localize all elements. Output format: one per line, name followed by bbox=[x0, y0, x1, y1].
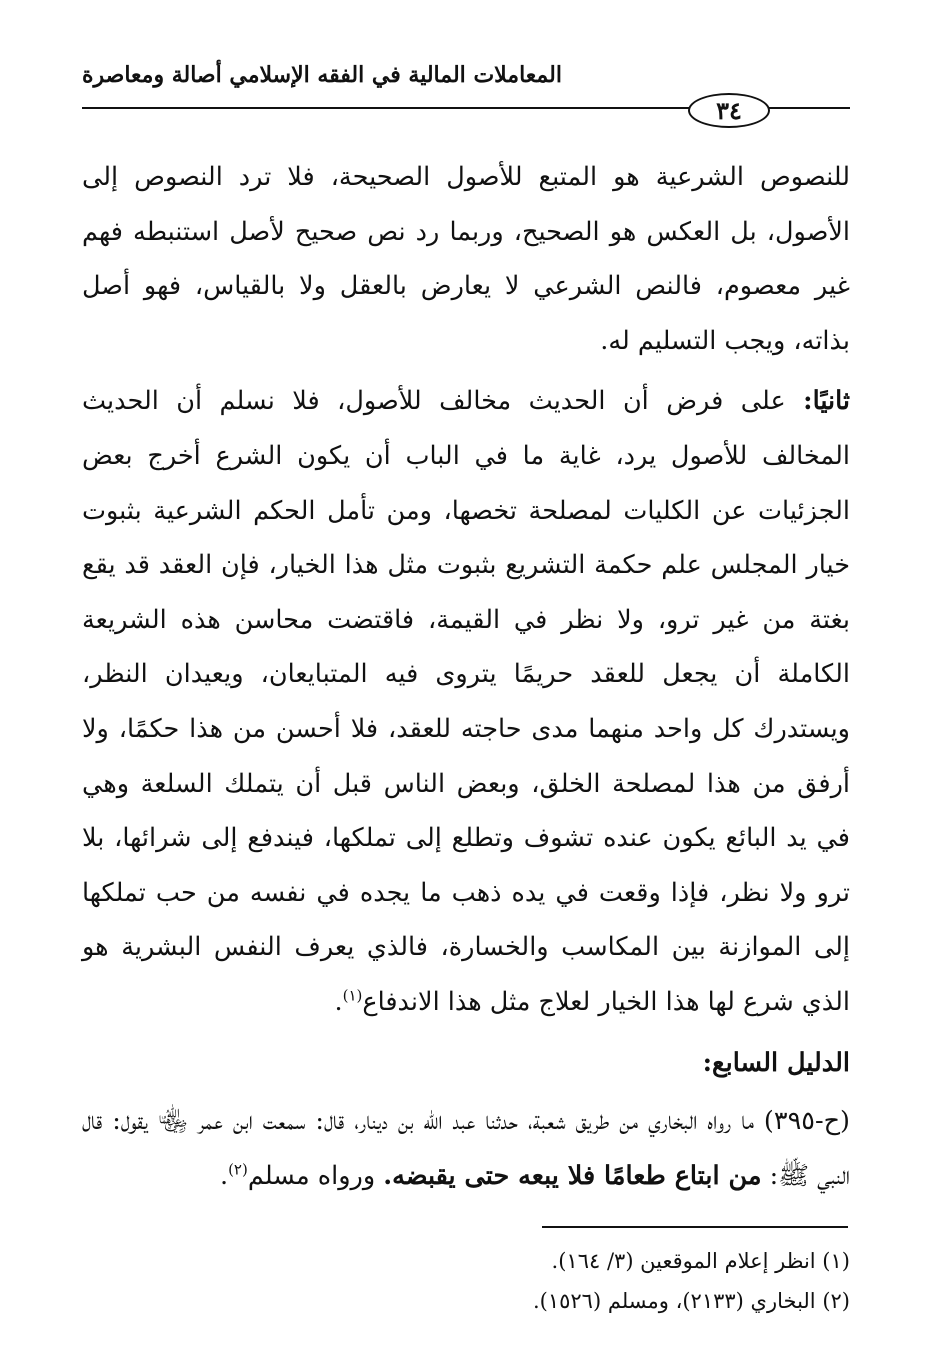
paragraph-2-end: . bbox=[334, 986, 343, 1017]
footnote-1: (١) انظر إعلام الموقعين (٣/ ١٦٤). bbox=[551, 1249, 850, 1273]
body-text bbox=[82, 150, 850, 1203]
footnote-2: (٢) البخاري (٢١٣٣)، ومسلم (١٥٢٦). bbox=[532, 1289, 850, 1313]
page-number: ٣٤ bbox=[688, 93, 770, 128]
paragraph-2-label: ثانيًا: bbox=[803, 386, 850, 417]
footnote-ref-2: (٢) bbox=[228, 1160, 248, 1179]
paragraph-2-text: على فرض أن الحديث مخالف للأصول، فلا نسلم أن الحديث المخالف للأصول يرد، غاية ما في الباب أن يكون الشرع أخرج بعض الجزئيات عن الكليات لمصلحة تخصها، ومن تأمل الحكم الشرعية بثبوت خيار المجلس علم حكمة التشريع بثبوت مثل هذا الخيار، فإن العقد قد يقع بغتة من غير ترو، ولا نظر في القيمة، فاقتضت محاسن هذه الشريعة الكاملة أن يجعل للعقد حريمًا يتروى فيه المتبايعان، ويعيدان النظر، ويستدرك كل واحد منهما مدى حاجته للعقد، فلا أحسن من هذا حكمًا، ولا أرفق من هذا لمصلحة الخلق، وبعض الناس قبل أن يتملك السلعة وهي في يد البائع يكون عنده تشوف وتطلع إلى تملكها، فيندفع إلى شرائها، بلا ترو ولا نظر، فإذا وقعت في يده ذهب ما يجده في نفسه من حب تملكها إلى الموازنة بين المكاسب والخسارة، فالذي يعرف النفس البشرية هو الذي شرع لها هذا الخيار لعلاج مثل هذا الاندفاع bbox=[82, 386, 850, 1017]
running-header: المعاملات المالية في الفقه الإسلامي أصالة ومعاصرة bbox=[82, 62, 562, 88]
hadith-paragraph bbox=[82, 1094, 850, 1203]
paragraph-2 bbox=[82, 374, 850, 1029]
hadith-text: من ابتاع طعامًا فلا يبعه حتى يقبضه. bbox=[383, 1160, 762, 1191]
paragraph-1: للنصوص الشرعية هو المتبع للأصول الصحيحة، فلا ترد النصوص إلى الأصول، بل العكس هو الصحيح، وربما رد نص صحيح لأصل استنبطه فهم غير معصوم، فالنص الشرعي لا يعارض بالعقل ولا بالقياس، فهو أصل بذاته، ويجب التسليم له. bbox=[82, 162, 850, 356]
footnote-rule bbox=[542, 1226, 848, 1228]
hadith-after: ورواه مسلم bbox=[247, 1160, 376, 1191]
footnote-ref-1: (١) bbox=[342, 986, 363, 1005]
footnotes bbox=[82, 1241, 850, 1321]
section-heading: الدليل السابع: bbox=[702, 1047, 850, 1078]
hadith-end: . bbox=[219, 1160, 229, 1191]
hadith-intro: (ح-٣٩٥) ما رواه البخاري من طريق شعبة، حدثنا عبد الله بن دينار، قال: سمعت ابن عمر ﵄ يقول: قال النبي ﷺ: bbox=[82, 1106, 850, 1191]
